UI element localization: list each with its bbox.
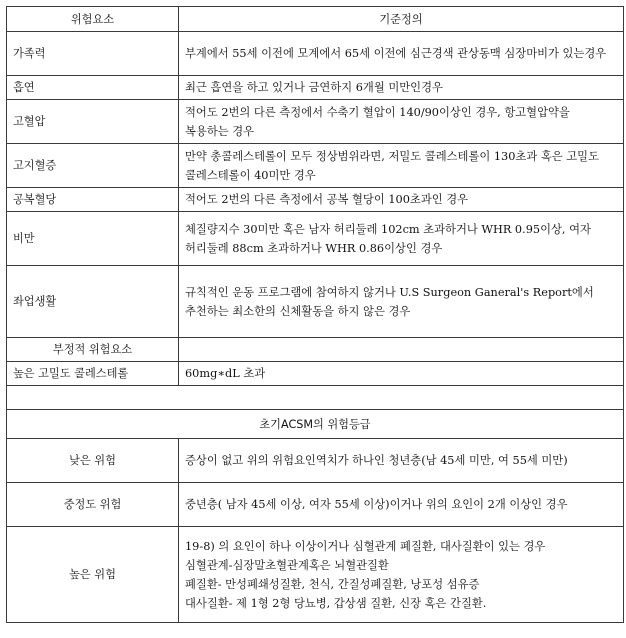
grade-description <box>179 527 624 623</box>
grade-cell: 높은 위험 <box>7 527 179 623</box>
grade-description-line: 폐질환- 만성폐쇄성질환, 천식, 간질성폐질환, 낭포성 섬유증 <box>185 577 480 591</box>
table-row <box>7 32 624 76</box>
grade-description-line: 19-8) 의 요인이 하나 이상이거나 심혈관계 폐질환, 대사질환이 있는 경우 <box>185 539 546 553</box>
definition-cell: 체질량지수 30미만 혹은 남자 허리둘레 102cm 초과하거나 WHR 0.95이상, 여자 허리둘레 88cm 초과하거나 WHR 0.86이상인 경우 <box>179 212 624 266</box>
factor-cell: 비만 <box>7 212 179 266</box>
factor-cell: 좌업생활 <box>7 266 179 338</box>
spacer-row <box>7 386 624 410</box>
factor-header: 위험요소 <box>7 7 179 32</box>
empty-cell <box>7 386 624 410</box>
grade-cell: 낮은 위험 <box>7 439 179 483</box>
grade-description-line: 대사질환- 제 1형 2형 당뇨병, 갑상샘 질환, 신장 혹은 간질환. <box>185 596 487 610</box>
table-row <box>7 212 624 266</box>
definition-cell: 규칙적인 운동 프로그램에 참여하지 않거나 U.S Surgeon Ganeral's Report에서 추천하는 최소한의 신체활동을 하지 않은 경우 <box>179 266 624 338</box>
grade-description: 증상이 없고 위의 위험요인역치가 하나인 청년층(남 45세 미만, 여 55세 미만) <box>179 439 624 483</box>
factor-cell: 흡연 <box>7 76 179 100</box>
table-row <box>7 100 624 144</box>
definition-cell: 적어도 2번의 다른 측정에서 공복 혈당이 100초과인 경우 <box>179 188 624 212</box>
definition-cell: 만약 총콜레스테롤이 모두 정상범위라면, 저밀도 콜레스테롤이 130초과 혹은 고밀도 콜레스테롤이 40미만 경우 <box>179 144 624 188</box>
negative-header-row <box>7 338 624 362</box>
table-row <box>7 188 624 212</box>
negative-factors-header: 부정적 위험요소 <box>7 338 179 362</box>
factor-cell: 고지혈증 <box>7 144 179 188</box>
factor-cell: 높은 고밀도 콜레스테롤 <box>7 362 179 386</box>
definition-cell: 적어도 2번의 다른 측정에서 수축기 혈압이 140/90이상인 경우, 항고혈압약을 복용하는 경우 <box>179 100 624 144</box>
criteria-header: 기준정의 <box>179 7 624 32</box>
factor-cell: 공복혈당 <box>7 188 179 212</box>
factor-cell: 가족력 <box>7 32 179 76</box>
empty-cell <box>179 338 624 362</box>
grade-row <box>7 527 624 623</box>
grade-description-line: 심혈관계-심장말초혈관계혹은 뇌혈관질환 <box>185 558 389 572</box>
definition-cell: 60mg∗dL 초과 <box>179 362 624 386</box>
grade-cell: 중정도 위험 <box>7 483 179 527</box>
risk-document <box>6 6 623 623</box>
risk-factor-table <box>6 6 624 623</box>
grade-table-title: 초기ACSM의 위험등급 <box>7 410 624 439</box>
factor-cell: 고혈압 <box>7 100 179 144</box>
grade-row <box>7 439 624 483</box>
grade-description: 중년층( 남자 45세 이상, 여자 55세 이상)이거나 위의 요인이 2개 이상인 경우 <box>179 483 624 527</box>
definition-cell: 최근 흡연을 하고 있거나 금연하지 6개월 미만인경우 <box>179 76 624 100</box>
header-row <box>7 7 624 32</box>
table-row <box>7 362 624 386</box>
definition-cell: 부계에서 55세 이전에 모계에서 65세 이전에 심근경색 관상동맥 심장마비가 있는경우 <box>179 32 624 76</box>
table-row <box>7 266 624 338</box>
table-row <box>7 144 624 188</box>
grade-title-row <box>7 410 624 439</box>
table-row <box>7 76 624 100</box>
grade-row <box>7 483 624 527</box>
